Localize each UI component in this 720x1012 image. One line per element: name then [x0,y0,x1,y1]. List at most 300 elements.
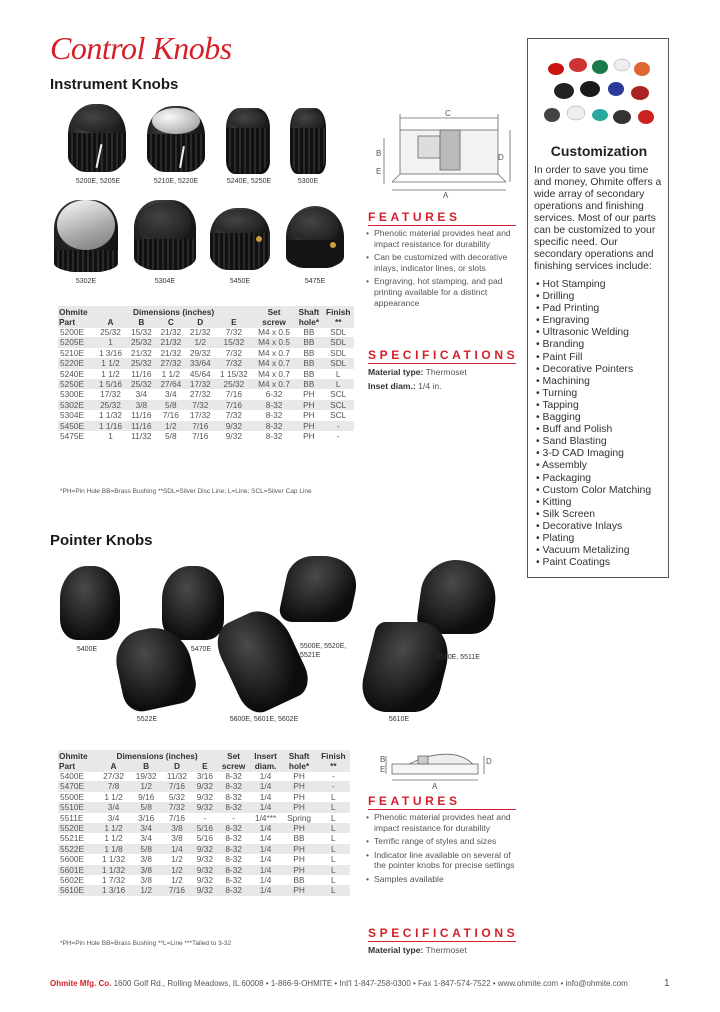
table-cell: 3/8 [140,854,152,865]
table-cell: 1 1/2 [104,833,123,844]
page-title: Control Knobs [50,30,232,66]
table-cell: 9/32 [192,844,217,854]
col-header: diam. [254,761,277,771]
table-cell: 25/32 [127,358,156,368]
list-item: • Turning [536,388,651,400]
table-cell: 8-32 [225,833,242,844]
table-cell: M4 x 0.7 [258,368,290,379]
col-header: B [143,761,150,771]
table-cell: BB [295,379,322,389]
features-rule [368,225,516,226]
knob-image-5302e [54,200,118,272]
col-header: Dimensions (inches) [116,751,198,761]
list-item: • Decorative Inlays [536,521,651,533]
part-number-cell: 5602E [60,875,84,886]
list-item: • Samples available [366,874,516,885]
footer-contact: 1600 Golf Rd., Rolling Meadows, IL 60008 • 1-866-9-OHMITE • Int'l 1-847-258-0300 • Fax 1-847-574-7522 • www.ohmite.com • info@ohmite.com [113,979,628,988]
table-cell: M4 x 0.7 [258,347,290,358]
col-header: Finish [321,751,346,761]
table-cell: SDL [322,358,354,368]
features-heading: FEATURES [368,794,461,808]
table-cell: 7/16 [162,781,192,791]
table-row [58,823,350,833]
page-number: 1 [664,978,670,989]
list-item: • Paint Fill [536,352,651,364]
part-number-cell: 5240E [60,368,84,379]
table-cell: L [317,802,350,812]
table-row [58,421,354,431]
col-header: ** [334,317,342,327]
table-cell: 1/4 [259,875,272,886]
part-number-cell: 5601E [58,865,97,875]
part-number-cell: 5450E [58,421,94,431]
specifications-heading: SPECIFICATIONS [368,348,519,362]
part-number-cell: 5300E [60,389,84,400]
instrument-knob-table [58,307,354,441]
table-cell: - [317,781,350,791]
knob-caption: 5200E, 5205E [75,178,121,185]
table-cell: 1/2 [162,865,192,875]
table-cell: 1 1/2 [101,368,120,379]
table-cell: SDL [330,347,347,358]
knob-image-5500e [277,556,363,622]
list-item: • Sand Blasting [536,436,651,448]
table-cell: 8-32 [218,823,250,833]
table-cell: 8-32 [265,431,283,442]
table-cell: M4 x 0.7 [253,379,296,389]
knob-image-5240e [226,108,270,174]
customization-intro: In order to save you time and money, Ohmite offers a wide array of secondary operations and finishing services. Most of our parts can be customized to your specific need. Our secondary operations and finishing services include: [534,165,662,272]
table-cell: 7/16 [162,410,179,421]
table-cell: 5/32 [168,791,186,802]
table-cell: 19/32 [135,771,157,781]
table-row [58,337,354,347]
list-item: • Indicator line available on several of the pointer knobs for precise settings [366,850,516,871]
list-item: • Engraving, hot stamping, and pad printing available for a distinct appearance [366,276,516,308]
col-header: Set [227,751,241,761]
footer [50,979,628,988]
list-item: • Custom Color Matching [536,485,651,497]
table-cell: 5/8 [131,802,162,812]
table-cell: SCL [330,410,347,421]
table-cell: 1 1/32 [98,410,123,421]
knob-caption: 5240E, 5250E [226,178,272,185]
table-row [58,327,354,337]
table-cell: PH [281,865,316,875]
col-header: hole* [298,317,320,327]
knob-caption: 5522E [136,716,158,723]
table-cell: 17/32 [100,389,121,400]
knob-caption: 5600E, 5601E, 5602E [229,716,299,723]
diagram-label-d: D [486,757,492,766]
table-cell: 5/16 [196,833,213,844]
table-cell: 1/4 [250,885,282,895]
table-cell: 1 1/32 [102,854,126,865]
table-cell: L [331,875,336,886]
pointer-features-list [366,812,516,888]
table-cell: 1/2 [171,875,183,886]
table-cell: 7/32 [186,400,215,410]
knob-caption: 5470E [190,646,212,653]
col-header: Ohmite [59,751,88,761]
knob-caption: 5510E, 5511E [436,654,480,661]
table-row [58,369,354,379]
table-cell: 1/4 [259,854,272,865]
table-cell: 17/32 [189,410,211,421]
table-cell: 5/8 [131,844,162,854]
table-cell: 8-32 [253,421,296,431]
list-item: • Silk Screen [536,509,651,521]
table-cell: 8-32 [218,865,250,875]
knob-image-5400e [60,566,120,640]
table-cell: M4 x 0.5 [253,337,296,347]
list-item: • Kitting [536,497,651,509]
table-cell: 3/8 [131,865,162,875]
table-cell: 9/32 [196,854,213,865]
table-cell: 25/32 [127,337,156,347]
table-cell: 1 1/8 [97,844,131,854]
col-header: Part [59,761,76,771]
knob-image-5304e [134,200,196,270]
knob-caption: 5304E [154,278,176,285]
table-cell: 7/16 [186,421,215,431]
table-cell: PH [293,854,305,865]
table-row [58,771,350,781]
list-item: • Drilling [536,291,651,303]
table-cell: 7/16 [225,389,242,400]
table-cell: 9/32 [196,875,213,886]
specifications-heading: SPECIFICATIONS [368,926,519,940]
table-cell: PH [281,781,316,791]
table-cell: 8-32 [225,854,242,865]
diagram-label-b: B [380,755,386,764]
table-cell: PH [295,400,322,410]
table-cell: 3/4 [131,823,162,833]
table-cell: 9/32 [225,431,242,442]
table-cell: 7/16 [215,400,253,410]
table-cell: PH [303,431,315,442]
table-cell: SDL [322,337,354,347]
knob-caption: 5400E [76,646,98,653]
col-header: Part [59,317,76,327]
diagram-label-d: D [498,153,504,162]
knob-image-5300e [290,108,326,174]
table-row [58,400,354,410]
table-cell: 9/32 [192,802,217,812]
customization-list [536,279,651,569]
table-cell: 9/16 [138,791,155,802]
features-rule [368,809,516,810]
table-cell: BB [293,833,305,844]
table-row [58,865,350,875]
table-cell: 1/4 [250,844,282,854]
col-header: Set [267,307,281,317]
col-header: B [138,317,145,327]
table-cell: 25/32 [127,379,156,389]
col-header: E [231,317,237,327]
table-cell: 7/16 [192,431,209,442]
table-cell: 3/4 [140,833,152,844]
spec-line: Material type: Thermoset [368,945,467,955]
table-cell: PH [293,771,305,781]
table-cell: 11/16 [131,368,152,379]
table-cell: 3/4 [97,802,131,812]
table-row [58,792,350,802]
table-cell: SCL [330,389,347,400]
table-row [58,885,350,895]
specifications-rule [368,941,516,942]
table-cell: 21/32 [160,327,182,337]
table-cell: 3/16 [196,771,213,781]
pointer-knobs-heading: Pointer Knobs [50,532,153,549]
table-cell: PH [281,885,316,895]
table-cell: - [336,431,340,442]
table-footnote: *PH=Pin Hole BB=Brass Bushing **L=Line ***Tailed to 3-32 [60,940,232,947]
table-cell: 3/16 [138,812,155,823]
table-cell: 3/8 [140,875,152,886]
list-item: • Ultrasonic Welding [536,327,651,339]
table-cell: 1 1/2 [161,368,181,379]
table-cell: PH [295,421,322,431]
part-number-cell: 5470E [58,781,97,791]
table-cell: 7/32 [225,327,242,337]
table-cell: 6-32 [265,389,283,400]
table-cell: 1/4 [250,823,282,833]
table-cell: 1/2 [156,421,185,431]
list-item: • Vacuum Metalizing [536,545,651,557]
knob-caption: 5450E [229,278,251,285]
knob-caption: 5475E [304,278,326,285]
list-item: • 3-D CAD Imaging [536,448,651,460]
table-cell: 1 [108,431,113,442]
table-cell: 9/32 [192,781,217,791]
col-header: Shaft [288,751,310,761]
table-cell: 1 1/2 [104,791,123,802]
knob-caption: 5300E [297,178,319,185]
table-row [58,348,354,358]
table-cell: 17/32 [186,379,215,389]
table-cell: 45/64 [189,368,211,379]
table-cell: 11/16 [127,421,156,431]
table-cell: 1 3/16 [97,885,131,895]
table-cell: 3/8 [162,823,192,833]
table-cell: PH [293,791,305,802]
list-item: • Phenolic material provides heat and impact resistance for durability [366,812,516,833]
table-cell: 21/32 [156,337,185,347]
table-cell: 7/16 [168,812,186,823]
list-item: • Engraving [536,315,651,327]
table-cell: 27/32 [156,358,185,368]
list-item: • Bagging [536,412,651,424]
col-header: Shaft [298,307,320,317]
pointer-dimension-diagram [370,742,500,792]
diagram-label-e: E [380,765,386,774]
table-cell: 8-32 [225,771,242,781]
table-cell: 11/32 [166,771,188,781]
table-cell: SDL [330,327,347,337]
table-cell: PH [303,389,315,400]
diagram-label-e: E [376,167,382,176]
table-cell: 25/32 [94,400,126,410]
knob-caption: 5302E [75,278,97,285]
part-number-cell: 5600E [60,854,84,865]
customization-sidebar [527,38,669,578]
col-header: Dimensions (inches) [132,307,215,317]
table-cell: 1/4 [259,771,272,781]
col-header: screw [221,761,246,771]
table-cell: 8-32 [253,400,296,410]
table-cell: 1 1/2 [94,358,126,368]
table-footnote: *PH=Pin Hole BB=Brass Bushing **SDL=Silver Disc Line; L=Line; SCL=Silver Cap Line [60,488,312,495]
table-cell: 1 1/32 [97,865,131,875]
table-cell: L [322,379,354,389]
table-cell: BB [303,327,315,337]
table-cell: L [317,844,350,854]
table-row [58,781,350,791]
table-cell: L [317,823,350,833]
table-cell: - [203,812,207,823]
table-cell: PH [281,844,316,854]
list-item: • Plating [536,533,651,545]
col-header: E [202,761,208,771]
col-header: screw [262,317,286,327]
table-cell: 1/2 [131,885,162,895]
table-row [58,844,350,854]
table-cell: L [335,368,341,379]
list-item: • Pad Printing [536,303,651,315]
diagram-label-c: C [445,109,451,118]
table-cell: 7/32 [225,410,242,421]
table-cell: 7/8 [97,781,131,791]
table-row [58,813,350,823]
table-cell: 1/4 [250,781,282,791]
table-cell: BB [303,347,315,358]
knob-image-5610e [355,622,457,712]
colored-knobs-image [536,47,662,137]
list-item: • Machining [536,376,651,388]
table-cell: 3/8 [127,400,156,410]
table-cell: 9/32 [196,791,213,802]
knob-caption: 5610E [388,716,410,723]
list-item: • Tapping [536,400,651,412]
table-cell: 1/4*** [254,812,277,823]
table-cell: PH [281,823,316,833]
table-cell: 9/32 [215,421,253,431]
knob-caption: 5500E, 5520E, 5521E [300,643,347,659]
table-cell: 3/4 [165,389,177,400]
table-cell: M4 x 0.5 [258,327,290,337]
table-cell: BB [303,368,315,379]
list-item: • Decorative Pointers [536,364,651,376]
part-number-cell: 5210E [60,347,84,358]
list-item: • Assembly [536,460,651,472]
table-cell: 8-32 [218,844,250,854]
table-row [58,854,350,864]
table-cell: 27/64 [156,379,185,389]
part-number-cell: 5302E [58,400,94,410]
table-cell: 1 3/16 [98,347,123,358]
list-item: • Phenolic material provides heat and impact resistance for durability [366,228,516,249]
table-cell: L [331,812,336,823]
table-cell: Spring [287,812,312,823]
table-cell: 1/4 [259,833,272,844]
table-cell: 27/32 [189,389,211,400]
diagram-label-b: B [376,149,382,158]
part-number-cell: 5500E [60,791,84,802]
table-cell: 7/32 [162,802,192,812]
table-cell: PH [303,410,315,421]
table-cell: 1/2 [171,854,183,865]
table-row [58,379,354,389]
knob-image-5475e [286,206,344,268]
table-cell: 11/32 [131,431,152,442]
table-cell: 8-32 [225,791,242,802]
table-cell: 1/2 [131,781,162,791]
table-row [58,833,350,843]
table-cell: - [232,812,235,823]
knob-image-5470e [162,566,224,640]
table-row [58,410,354,420]
part-number-cell: 5510E [58,802,97,812]
col-header: A [107,317,114,327]
table-cell: 15/32 [130,327,152,337]
table-cell: 9/32 [192,865,217,875]
table-cell: 1/4 [259,791,272,802]
diagram-label-a: A [432,782,438,791]
table-cell: 21/32 [189,327,211,337]
spec-line: Material type: Thermoset [368,367,467,377]
table-cell: 1 7/32 [102,875,126,886]
part-number-cell: 5610E [58,885,97,895]
part-number-cell: 5521E [60,833,84,844]
table-cell: M4 x 0.7 [253,358,296,368]
table-cell: 8-32 [218,802,250,812]
table-cell: BB [295,358,322,368]
instrument-dimension-diagram [370,108,520,204]
list-item: • Packaging [536,473,651,485]
table-row [58,802,350,812]
col-header: D [173,761,180,771]
table-cell: 1/4 [250,865,282,875]
col-header: C [167,317,174,327]
table-cell: 27/32 [103,771,124,781]
table-cell: L [331,833,336,844]
list-item: • Can be customized with decorative inlays, indicator lines, or slots [366,252,516,273]
col-header: Finish [326,307,351,317]
table-cell: - [322,421,354,431]
part-number-cell: 5475E [60,431,84,442]
table-cell: 3/4 [135,389,148,400]
table-cell: 1 15/32 [220,368,248,379]
table-cell: 5/8 [165,431,177,442]
part-number-cell: 5220E [58,358,94,368]
col-header: D [197,317,204,327]
col-header: Insert [254,751,277,761]
table-cell: 7/32 [225,347,242,358]
table-row [58,389,354,399]
footer-company: Ohmite Mfg. Co. [50,979,112,988]
knob-caption: 5210E, 5220E [153,178,199,185]
table-cell: BB [295,337,322,347]
table-cell: 8-32 [225,875,242,886]
table-row [58,875,350,885]
spec-line: Inset diam.: 1/4 in. [368,381,442,391]
table-cell: L [331,791,336,802]
list-item: • Terrific range of styles and sizes [366,836,516,847]
table-cell: L [331,854,336,865]
knob-image-5210e [147,106,205,172]
table-cell: 8-32 [218,781,250,791]
